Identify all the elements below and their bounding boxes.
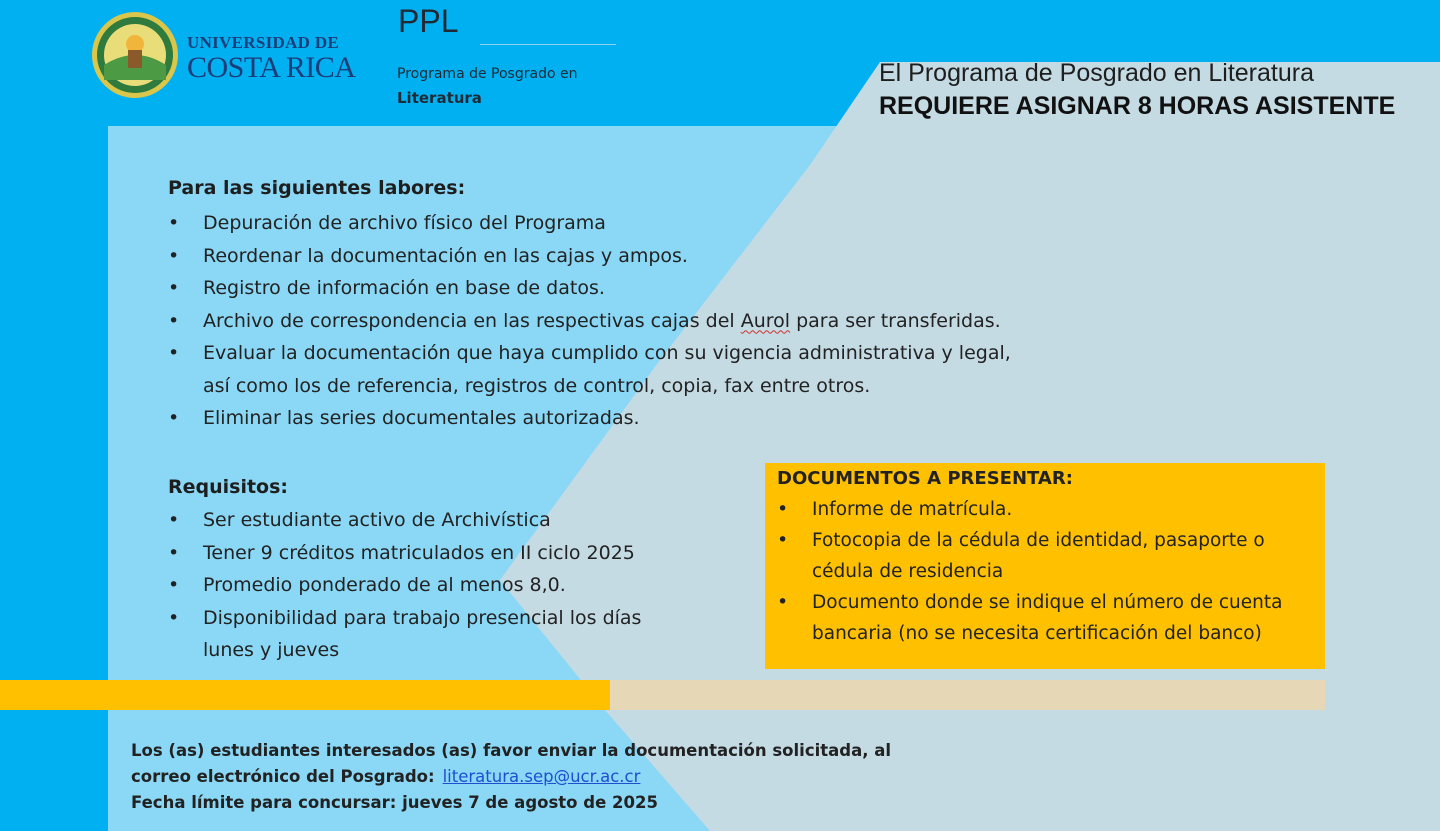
list-item-text: Archivo de correspondencia en las respectivas cajas del xyxy=(203,309,741,332)
requirements-list xyxy=(168,504,641,667)
tasks-title: Para las siguientes labores: xyxy=(168,177,466,199)
list-item-continuation: cédula de residencia xyxy=(812,561,1004,582)
footer-deadline: Fecha límite para concursar: jueves 7 de agosto de 2025 xyxy=(131,793,658,812)
list-item-continuation: bancaria (no se necesita certificación del banco) xyxy=(812,623,1262,644)
list-item-continuation: lunes y jueves xyxy=(203,639,340,661)
program-abbr: PPL xyxy=(398,3,459,39)
email-link[interactable]: literatura.sep@ucr.ac.cr xyxy=(442,767,641,786)
list-item: • Ser estudiante activo de Archivística xyxy=(168,504,641,537)
list-item-text: para ser transferidas. xyxy=(790,309,1001,332)
list-item: • Eliminar las series documentales autorizadas. xyxy=(168,402,1011,435)
footer-email-label: correo electrónico del Posgrado: xyxy=(131,767,435,786)
documents-title: DOCUMENTOS A PRESENTAR: xyxy=(777,468,1073,489)
footer-line1: Los (as) estudiantes interesados (as) favor enviar la documentación solicitada, al xyxy=(131,741,892,760)
list-item: • Depuración de archivo físico del Programa xyxy=(168,207,1011,240)
list-item: • Promedio ponderado de al menos 8,0. xyxy=(168,569,641,602)
requirements-title: Requisitos: xyxy=(168,476,289,498)
accent-band xyxy=(0,680,610,710)
list-item: • Reordenar la documentación en las cajas y ampos. xyxy=(168,240,1011,273)
list-item-continuation: así como los de referencia, registros de control, copia, fax entre otros. xyxy=(203,374,871,397)
list-item: • Informe de matrícula. xyxy=(777,494,1282,525)
university-line1: UNIVERSIDAD DE xyxy=(187,33,340,52)
program-line2: Literatura xyxy=(397,89,482,107)
university-line2: COSTA RICA xyxy=(187,51,356,84)
ucr-seal-logo xyxy=(90,10,180,100)
announcement-line1: El Programa de Posgrado en Literatura xyxy=(879,59,1314,87)
documents-list xyxy=(777,494,1282,649)
misspelled-word: Aurol xyxy=(740,309,791,332)
tasks-list xyxy=(168,207,1011,435)
list-item: • Tener 9 créditos matriculados en II ciclo 2025 xyxy=(168,537,641,570)
list-item: • Registro de información en base de datos. xyxy=(168,272,1011,305)
band-right xyxy=(610,680,1325,710)
list-item: • Documento donde se indique el número de cuenta xyxy=(777,587,1282,618)
announcement-headline: REQUIERE ASIGNAR 8 HORAS ASISTENTE xyxy=(879,92,1396,120)
university-wordmark xyxy=(187,34,355,83)
list-item xyxy=(168,305,1011,338)
list-item: • Disponibilidad para trabajo presencial los días xyxy=(168,602,641,635)
list-item: • Fotocopia de la cédula de identidad, pasaporte o xyxy=(777,525,1282,556)
program-divider xyxy=(480,44,616,45)
program-line1: Programa de Posgrado en xyxy=(397,66,578,82)
footer-line2 xyxy=(131,764,891,790)
footer-text xyxy=(131,738,891,816)
list-item: • Evaluar la documentación que haya cumplido con su vigencia administrativa y legal, xyxy=(168,337,1011,370)
